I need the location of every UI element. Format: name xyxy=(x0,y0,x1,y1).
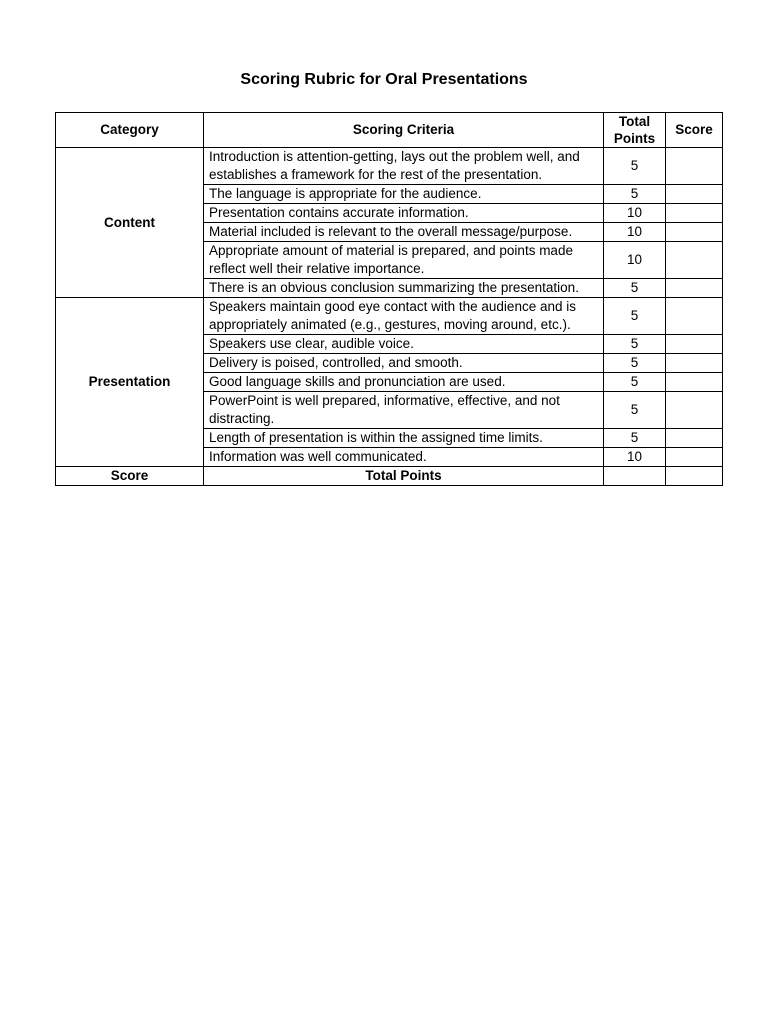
footer-total-points-label: Total Points xyxy=(204,467,604,486)
points-cell: 5 xyxy=(604,373,666,392)
points-cell: 5 xyxy=(604,354,666,373)
rubric-table xyxy=(55,112,723,486)
category-cell: Content xyxy=(56,148,204,298)
criterion-cell: There is an obvious conclusion summarizing the presentation. xyxy=(204,279,604,298)
score-input-cell[interactable] xyxy=(666,392,723,429)
score-input-cell[interactable] xyxy=(666,223,723,242)
score-input-cell[interactable] xyxy=(666,185,723,204)
criterion-cell: Presentation contains accurate information. xyxy=(204,204,604,223)
points-cell: 5 xyxy=(604,185,666,204)
points-cell: 5 xyxy=(604,298,666,335)
footer-score-label: Score xyxy=(56,467,204,486)
score-input-cell[interactable] xyxy=(666,298,723,335)
criterion-cell: Material included is relevant to the overall message/purpose. xyxy=(204,223,604,242)
points-cell: 10 xyxy=(604,448,666,467)
score-input-cell[interactable] xyxy=(666,448,723,467)
page-title: Scoring Rubric for Oral Presentations xyxy=(240,71,528,88)
footer-score-value[interactable] xyxy=(666,467,723,486)
criterion-cell: Introduction is attention-getting, lays out the problem well, and establishes a framework for the rest of the presentation. xyxy=(204,148,604,185)
rubric-row xyxy=(56,148,723,185)
points-cell: 5 xyxy=(604,335,666,354)
total-points-header xyxy=(604,113,666,148)
rubric-body xyxy=(56,148,723,467)
criterion-cell: Good language skills and pronunciation are used. xyxy=(204,373,604,392)
score-input-cell[interactable] xyxy=(666,279,723,298)
score-input-cell[interactable] xyxy=(666,429,723,448)
points-cell: 5 xyxy=(604,392,666,429)
criterion-cell: Delivery is poised, controlled, and smooth. xyxy=(204,354,604,373)
category-cell: Presentation xyxy=(56,298,204,467)
criterion-cell: Speakers maintain good eye contact with the audience and is appropriately animated (e.g., gestures, moving around, etc.). xyxy=(204,298,604,335)
footer-row xyxy=(56,467,723,486)
points-cell: 5 xyxy=(604,429,666,448)
points-cell: 5 xyxy=(604,148,666,185)
criterion-cell: The language is appropriate for the audience. xyxy=(204,185,604,204)
points-cell: 5 xyxy=(604,279,666,298)
score-input-cell[interactable] xyxy=(666,335,723,354)
total-points-header-line2: Points xyxy=(613,131,656,146)
category-header: Category xyxy=(56,113,204,148)
points-cell: 10 xyxy=(604,223,666,242)
score-input-cell[interactable] xyxy=(666,204,723,223)
criterion-cell: Speakers use clear, audible voice. xyxy=(204,335,604,354)
score-input-cell[interactable] xyxy=(666,373,723,392)
criterion-cell: Appropriate amount of material is prepared, and points made reflect well their relative importance. xyxy=(204,242,604,279)
criterion-cell: Information was well communicated. xyxy=(204,448,604,467)
points-cell: 10 xyxy=(604,242,666,279)
criterion-cell: Length of presentation is within the assigned time limits. xyxy=(204,429,604,448)
points-cell: 10 xyxy=(604,204,666,223)
rubric-row xyxy=(56,298,723,335)
total-points-header-line1: Total xyxy=(618,114,651,129)
header-row xyxy=(56,113,723,148)
score-header: Score xyxy=(666,113,723,148)
score-input-cell[interactable] xyxy=(666,354,723,373)
score-input-cell[interactable] xyxy=(666,242,723,279)
score-input-cell[interactable] xyxy=(666,148,723,185)
footer-total-points-value[interactable] xyxy=(604,467,666,486)
criteria-header: Scoring Criteria xyxy=(204,113,604,148)
criterion-cell: PowerPoint is well prepared, informative, effective, and not distracting. xyxy=(204,392,604,429)
